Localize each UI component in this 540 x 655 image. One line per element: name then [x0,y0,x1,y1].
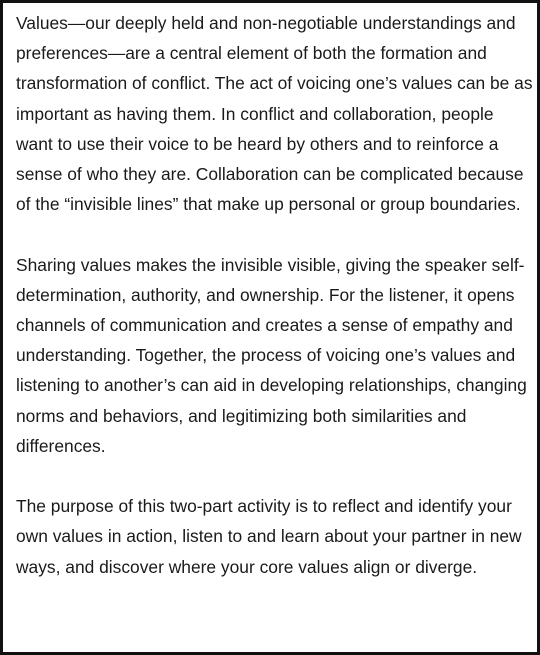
paragraph-values-intro: Values—our deeply held and non-negotiable understandings and preferences—are a central element of both the formation and transformation of conflict. The act of voicing one’s values can be as important as having them. In conflict and collaboration, people want to use their voice to be heard by others and to reinforce a sense of who they are. Collaboration can be complicated because of the “invisible lines” that make up personal or group boundaries. [16,13,533,215]
paragraph-sharing-values: Sharing values makes the invisible visible, giving the speaker self-determination, authority, and ownership. For the listener, it opens channels of communication and creates a sense of empathy and understanding. Together, the process of voicing one’s values and listening to another’s can aid in developing relationships, changing norms and behaviors, and legitimizing both similarities and differences. [16,254,527,456]
document-body [16,8,534,582]
paragraph-activity-purpose: The purpose of this two-part activity is to reflect and identify your own values in action, listen to and learn about your partner in new ways, and discover where your core values align or diverge. [16,496,522,577]
